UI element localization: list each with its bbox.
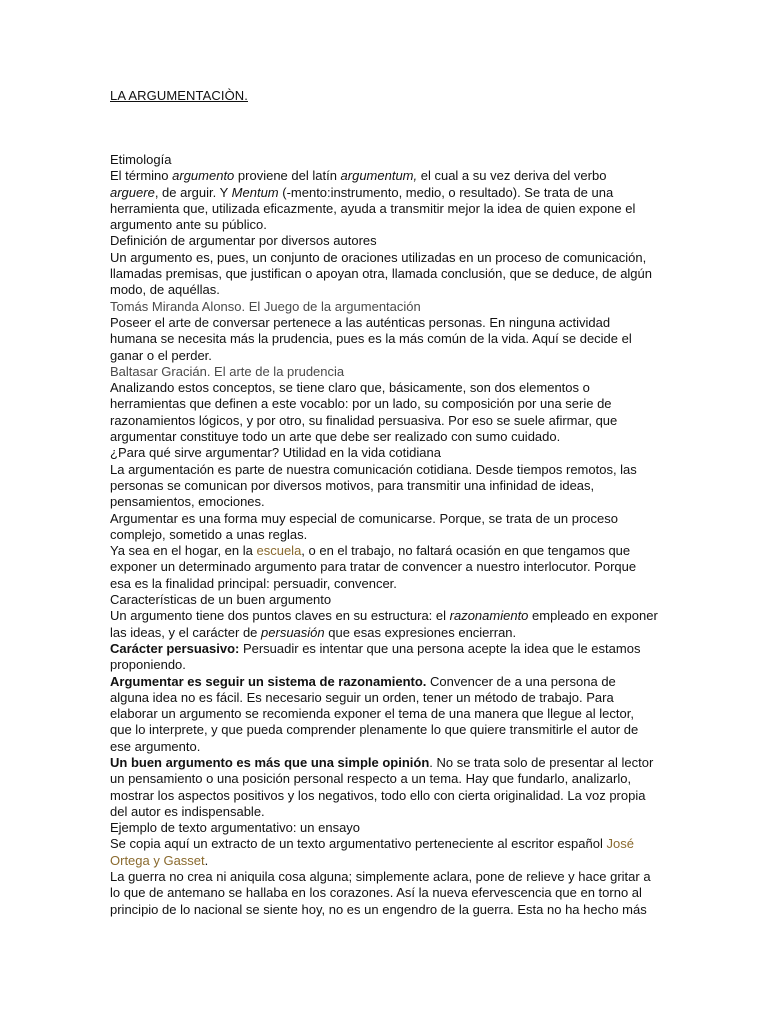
caracteristica-item-3 [110,755,658,820]
ejemplo-excerpt: La guerra no crea ni aniquila cosa alguna; simplemente aclara, pone de relieve y hace gritar a lo que de antemano se hallaba en los corazones. Así la nueva efervescencia que en torno al principio de lo nacional se siente hoy, no es un engendro de la guerra. Esta no ha hecho más [110,869,651,917]
definicion-author-1: Tomás Miranda Alonso. El Juego de la argumentación [110,298,421,314]
text-run: empleado en exponer las ideas, y el carácter de [110,608,658,640]
text-run: proviene del latín [234,168,341,184]
bold-lead: Argumentar es seguir un sistema de razonamiento. [110,673,427,689]
definicion-heading: Definición de argumentar por diversos autores [110,233,377,249]
escuela-link[interactable]: escuela [256,543,302,559]
italic-term: persuasión [261,624,325,640]
text-run: el cual a su vez deriva del verbo [417,168,607,184]
definicion-analysis: Analizando estos conceptos, se tiene claro que, básicamente, son dos elementos o herramientas que definen a este vocablo: por un lado, su composición por una serie de razonamientos lógicos, y por otro, su finalidad persuasiva. Por eso se suele afirmar, que argumentar constituye todo un arte que debe ser realizado con sumo cuidado. [110,380,618,445]
etimologia-paragraph [110,168,658,233]
ejemplo-heading: Ejemplo de texto argumentativo: un ensayo [110,820,361,836]
utilidad-heading: ¿Para qué sirve argumentar? Utilidad en la vida cotidiana [110,445,441,461]
text-run: Convencer de a una persona de alguna idea no es fácil. Es necesario seguir un orden, tener un método de trabajo. Para elaborar un argumento se recomienda exponer el tema de una manera que llegue al lector, que lo interprete, y que pueda comprender plenamente lo que quiere transmitirle el autor de ese argumento. [110,673,639,754]
ejemplo-intro [110,836,658,869]
text-run: , o en el trabajo, no faltará ocasión en que tengamos que exponer un determinado argumento para tratar de convencer a nuestro interlocutor. Porque esa es la finalidad principal: persuadir, convencer. [110,543,637,591]
utilidad-paragraph-1: La argumentación es parte de nuestra comunicación cotidiana. Desde tiempos remotos, las personas se comunican por diversos motivos, para transmitir una infinidad de ideas, pensamientos, emociones. [110,461,637,510]
bold-lead: Carácter persuasivo: [110,640,240,656]
document-title: LA ARGUMENTACIÒN. [110,88,248,103]
text-run: , de arguir. Y [154,184,232,200]
text-run: que esas expresiones encierran. [324,624,517,640]
utilidad-paragraph-3 [110,543,658,592]
caracteristica-item-2 [110,674,658,755]
caracteristicas-heading: Características de un buen argumento [110,592,332,608]
text-run: (-mento:instrumento, medio, o resultado). Se trata de una herramienta que, utilizada eficazmente, ayuda a transmitir mejor la idea de quien expone el argumento ante su público. [110,184,636,233]
caracteristicas-paragraph [110,608,658,641]
italic-term: razonamiento [449,608,529,624]
bold-lead: Un buen argumento es más que una simple opinión [110,754,430,770]
italic-term: argumento [172,168,235,184]
text-run: Ya sea en el hogar, en la [110,543,257,559]
document-body [110,152,658,918]
italic-term: arguere [110,184,155,200]
italic-term: Mentum [231,184,279,200]
utilidad-paragraph-2: Argumentar es una forma muy especial de comunicarse. Porque, se trata de un proceso complejo, sometido a unas reglas. [110,510,618,542]
text-run: Se copia aquí un extracto de un texto argumentativo perteneciente al escritor español [110,836,607,852]
text-run: El término [110,168,173,184]
definicion-quote-2: Poseer el arte de conversar pertenece a las auténticas personas. En ninguna actividad humana se necesita más la prudencia, pues es la más común de la vida. Aquí se decide el ganar o el perder. [110,314,632,363]
etimologia-heading: Etimología [110,152,172,167]
text-run: Persuadir es intentar que una persona acepte la idea que le estamos proponiendo. [110,640,641,673]
text-run: . No se trata solo de presentar al lector un pensamiento o una posición personal respecto a un tema. Hay que fundarlo, analizarlo, mostrar los aspectos positivos y los negativos, todo ello con cierta originalidad. La voz propia del autor es indispensable. [110,754,654,819]
italic-term: argumentum, [340,168,418,184]
text-run: . [204,852,209,868]
definicion-author-2: Baltasar Gracián. El arte de la prudencia [110,363,345,379]
caracteristica-item-1 [110,641,658,674]
text-run: Un argumento tiene dos puntos claves en su estructura: el [110,608,450,624]
definicion-quote-1: Un argumento es, pues, un conjunto de oraciones utilizadas en un proceso de comunicación, llamadas premisas, que justifican o apoyan otra, llamada conclusión, que se deduce, de algún modo, de aquéllas. [110,249,653,298]
ortega-gasset-link[interactable]: José Ortega y Gasset [110,836,634,868]
